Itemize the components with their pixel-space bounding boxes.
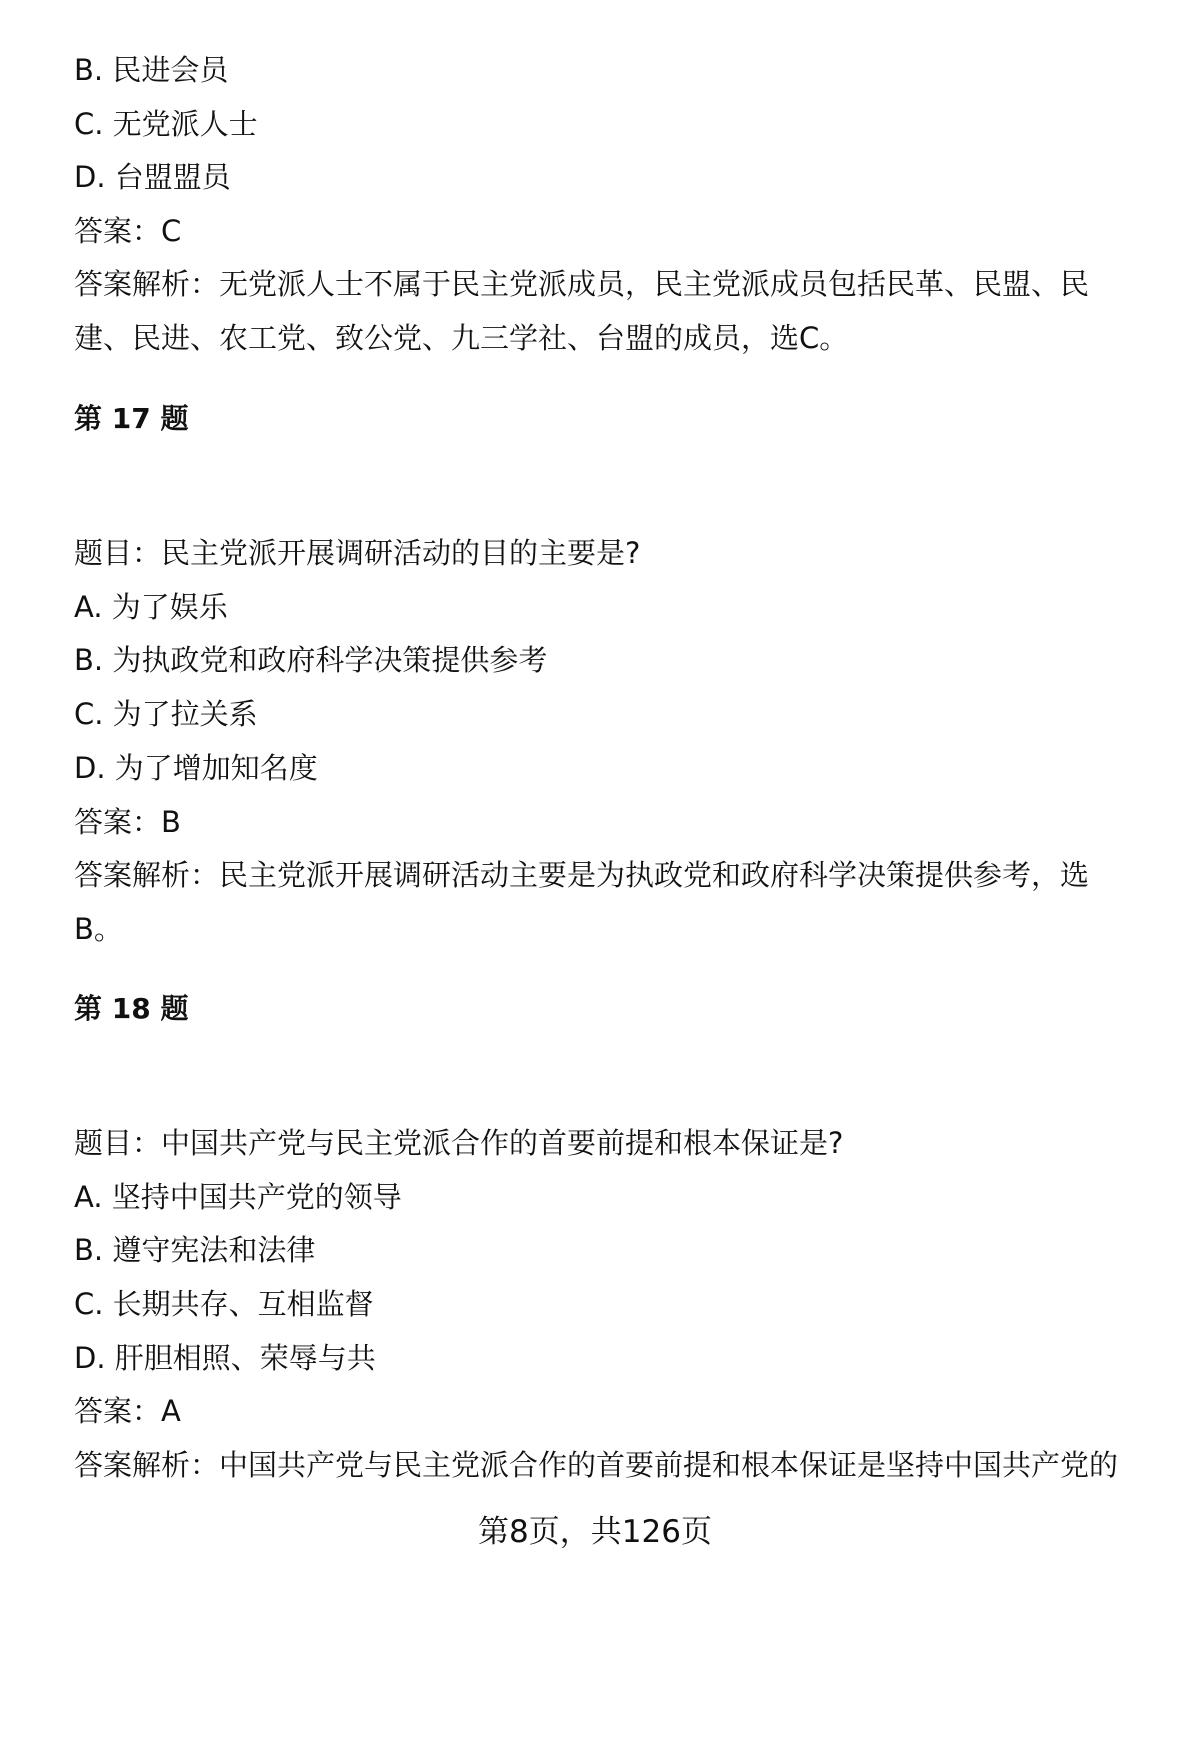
question-heading: 第 17 题 [74,402,189,435]
explanation-line: 答案解析：无党派人士不属于民主党派成员，民主党派成员包括民革、民盟、民 [74,267,1090,301]
answer: 答案：C [74,214,182,248]
option-d: D. 肝胆相照、荣辱与共 [74,1341,376,1375]
question-stem: 题目：中国共产党与民主党派合作的首要前提和根本保证是? [74,1126,844,1160]
explanation-line: 答案解析：中国共产党与民主党派合作的首要前提和根本保证是坚持中国共产党的 [74,1448,1119,1482]
option-b: B. 民进会员 [74,53,229,87]
answer: 答案：A [74,1394,181,1428]
explanation-line: 建、民进、农工党、致公党、九三学社、台盟的成员，选C。 [74,321,849,355]
explanation-line: B。 [74,912,123,946]
option-c: C. 长期共存、互相监督 [74,1287,374,1321]
option-d: D. 为了增加知名度 [74,751,318,785]
option-c: C. 无党派人士 [74,107,258,141]
explanation-line: 答案解析：民主党派开展调研活动主要是为执政党和政府科学决策提供参考，选 [74,858,1090,892]
option-a: A. 为了娱乐 [74,590,228,624]
page-number: 第8页，共126页 [478,1514,712,1550]
option-c: C. 为了拉关系 [74,697,258,731]
question-heading: 第 18 题 [74,992,189,1025]
option-b: B. 遵守宪法和法律 [74,1233,316,1267]
option-b: B. 为执政党和政府科学决策提供参考 [74,643,548,677]
option-a: A. 坚持中国共产党的领导 [74,1180,402,1214]
option-d: D. 台盟盟员 [74,160,231,194]
answer: 答案：B [74,805,181,839]
question-stem: 题目：民主党派开展调研活动的目的主要是? [74,536,641,570]
